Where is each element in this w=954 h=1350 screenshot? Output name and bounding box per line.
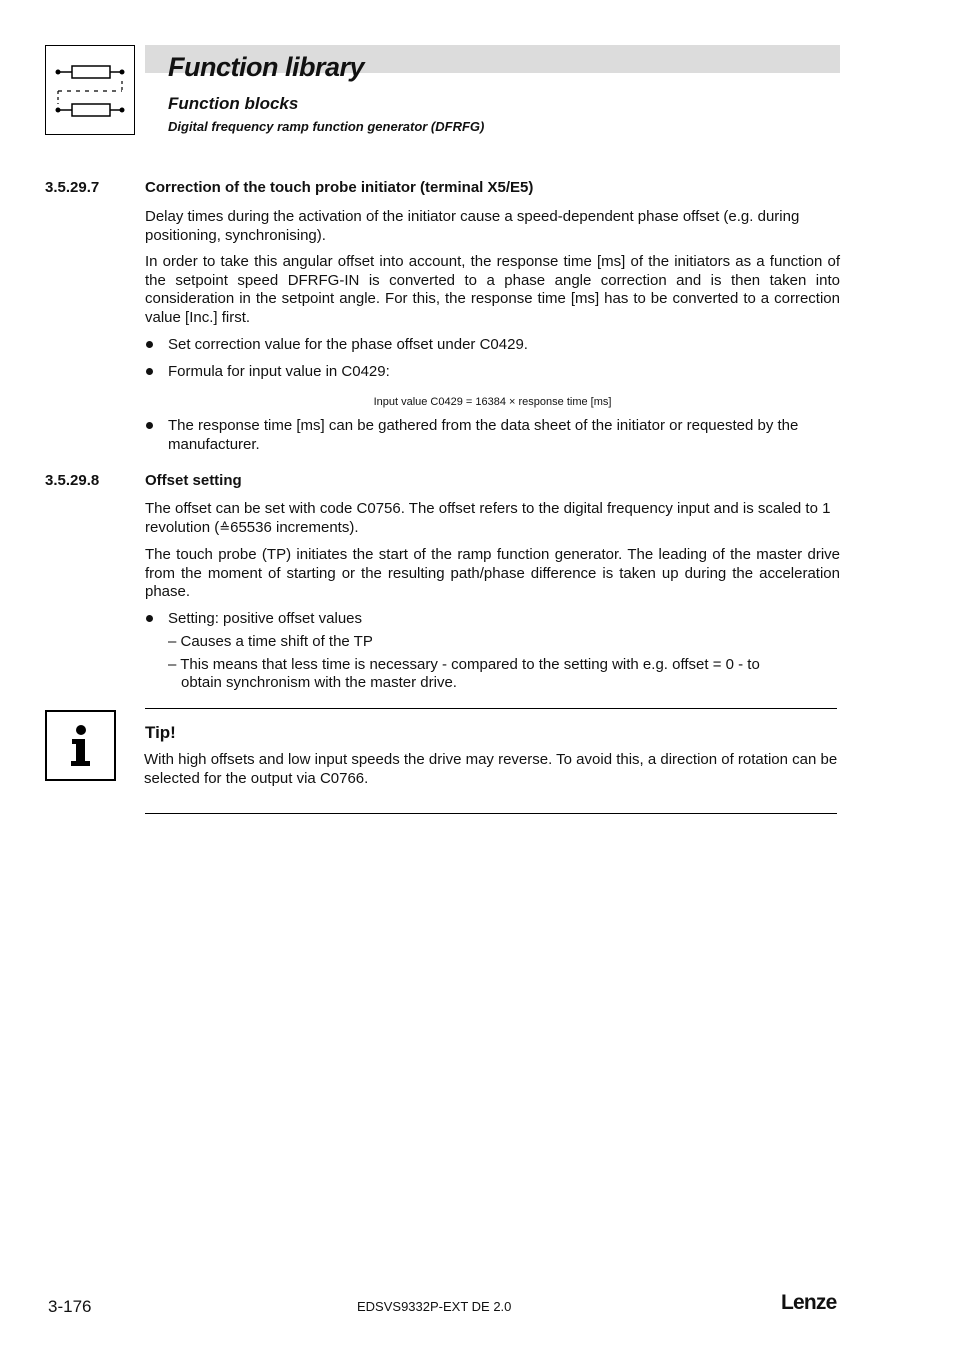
section-number: 3.5.29.7 — [45, 179, 100, 196]
bullet-item: Setting: positive offset values — [168, 610, 363, 627]
paragraph: Delay times during the activation of the initiator cause a speed-dependent phase offset (e.g. during positioning, synchronising). — [145, 208, 800, 244]
divider — [145, 813, 837, 814]
bullet-item: Formula for input value in C0429: — [168, 363, 390, 380]
bullet-item: Set correction value for the phase offset under C0429. — [168, 336, 528, 353]
page-number: 3-176 — [48, 1297, 92, 1316]
dash-item-continuation: obtain synchronism with the master drive. — [181, 674, 457, 691]
bullet-item: The response time [ms] can be gathered from the data sheet of the initiator or requested by the manufacturer. — [168, 417, 799, 453]
paragraph-part: 65536 increments). — [230, 518, 359, 536]
info-icon — [45, 710, 116, 781]
paragraph: In order to take this angular offset into account, the response time [ms] of the initiators as a function of the setpoint speed DFRFG-IN is converted to a phase angle correction and is then taken into consideration in the setpoint angle. For this, the response time [ms] has to be converted to a correction value [Inc.] first. — [145, 253, 840, 326]
tip-text: With high offsets and low input speeds the drive may reverse. To avoid this, a direction of rotation can be selected for the output via C0766. — [144, 751, 838, 787]
bullet-icon — [146, 368, 153, 375]
section-name: Digital frequency ramp function generator (DFRFG) — [168, 119, 485, 134]
page-subtitle: Function blocks — [168, 94, 299, 113]
bullet-icon — [146, 341, 153, 348]
lenze-logo: Lenze — [781, 1291, 837, 1314]
section-number: 3.5.29.8 — [45, 472, 100, 489]
function-block-icon — [45, 45, 135, 135]
paragraph — [145, 500, 840, 537]
paragraph-part: The offset can be set with code C0756. The offset refers to the digital frequency input and is scaled to 1 revolution ( — [145, 500, 831, 536]
corresponds-symbol: ≙ — [219, 519, 231, 535]
bullet-icon — [146, 615, 153, 622]
page-title: Function library — [168, 52, 365, 82]
section-heading: Offset setting — [145, 472, 242, 489]
formula: Input value C0429 = 16384 × response time [ms] — [373, 396, 612, 408]
section-heading: Correction of the touch probe initiator (terminal X5/E5) — [145, 179, 534, 196]
document-id: EDSVS9332P-EXT DE 2.0 — [357, 1299, 512, 1314]
divider — [145, 708, 837, 709]
bullet-icon — [146, 422, 153, 429]
dash-item: – Causes a time shift of the TP — [168, 633, 373, 650]
tip-title: Tip! — [145, 723, 176, 742]
dash-item: – This means that less time is necessary - compared to the setting with e.g. offset = 0 - to — [168, 656, 760, 673]
paragraph: The touch probe (TP) initiates the start of the ramp function generator. The leading of the master drive from the moment of starting or the resulting path/phase difference is taken up during the acceleration phase. — [145, 546, 840, 600]
